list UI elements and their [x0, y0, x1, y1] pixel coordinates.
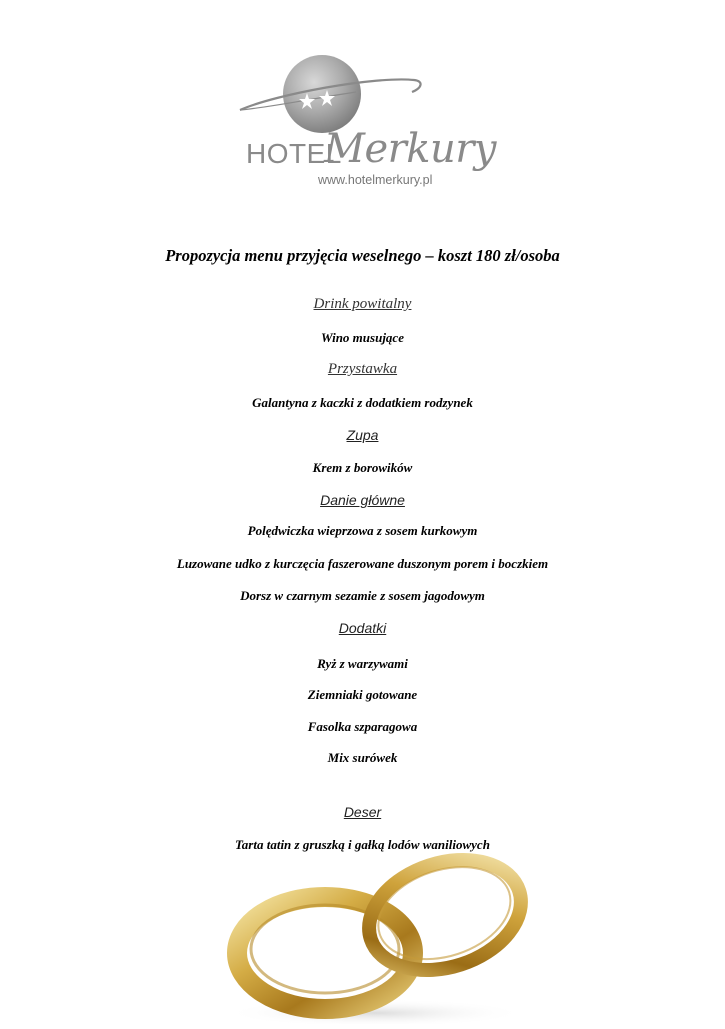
section-heading-sides: Dodatki	[338, 620, 387, 636]
section-heading-dessert: Deser	[343, 804, 382, 820]
dish-item: Ziemniaki gotowane	[307, 687, 418, 702]
menu-title: Propozycja menu przyjęcia weselnego – koszt 180 zł/osoba	[165, 246, 560, 265]
logo-hotel-text: HOTEL	[246, 138, 342, 169]
section-heading-starter: Przystawka	[327, 361, 398, 377]
logo-url-text: www.hotelmerkury.pl	[318, 173, 433, 187]
dish-item: Fasolka szparagowa	[307, 719, 418, 734]
dish-item: Ryż z warzywami	[317, 656, 408, 671]
logo-brand-text: Merkury	[324, 126, 496, 172]
dish-item: Krem z borowików	[312, 460, 413, 475]
dish-item: Dorsz w czarnym sezamie z sosem jagodowym	[240, 588, 485, 603]
dish-item: Mix surówek	[327, 750, 398, 765]
section-heading-drink: Drink powitalny	[313, 296, 412, 312]
dish-item: Polędwiczka wieprzowa z sosem kurkowym	[247, 523, 478, 538]
wedding-rings-icon	[225, 845, 545, 1024]
dish-item: Tarta tatin z gruszką i gałką lodów waniliowych	[235, 837, 490, 852]
wedding-rings-image	[225, 845, 545, 1024]
dish-item: Galantyna z kaczki z dodatkiem rodzynek	[252, 395, 473, 410]
dish-item: Wino musujące	[321, 330, 404, 345]
dish-item: Luzowane udko z kurczęcia faszerowane duszonym porem i boczkiem	[176, 556, 549, 571]
section-heading-soup: Zupa	[346, 427, 379, 443]
section-heading-main: Danie główne	[320, 492, 405, 508]
hotel-logo	[236, 52, 496, 197]
